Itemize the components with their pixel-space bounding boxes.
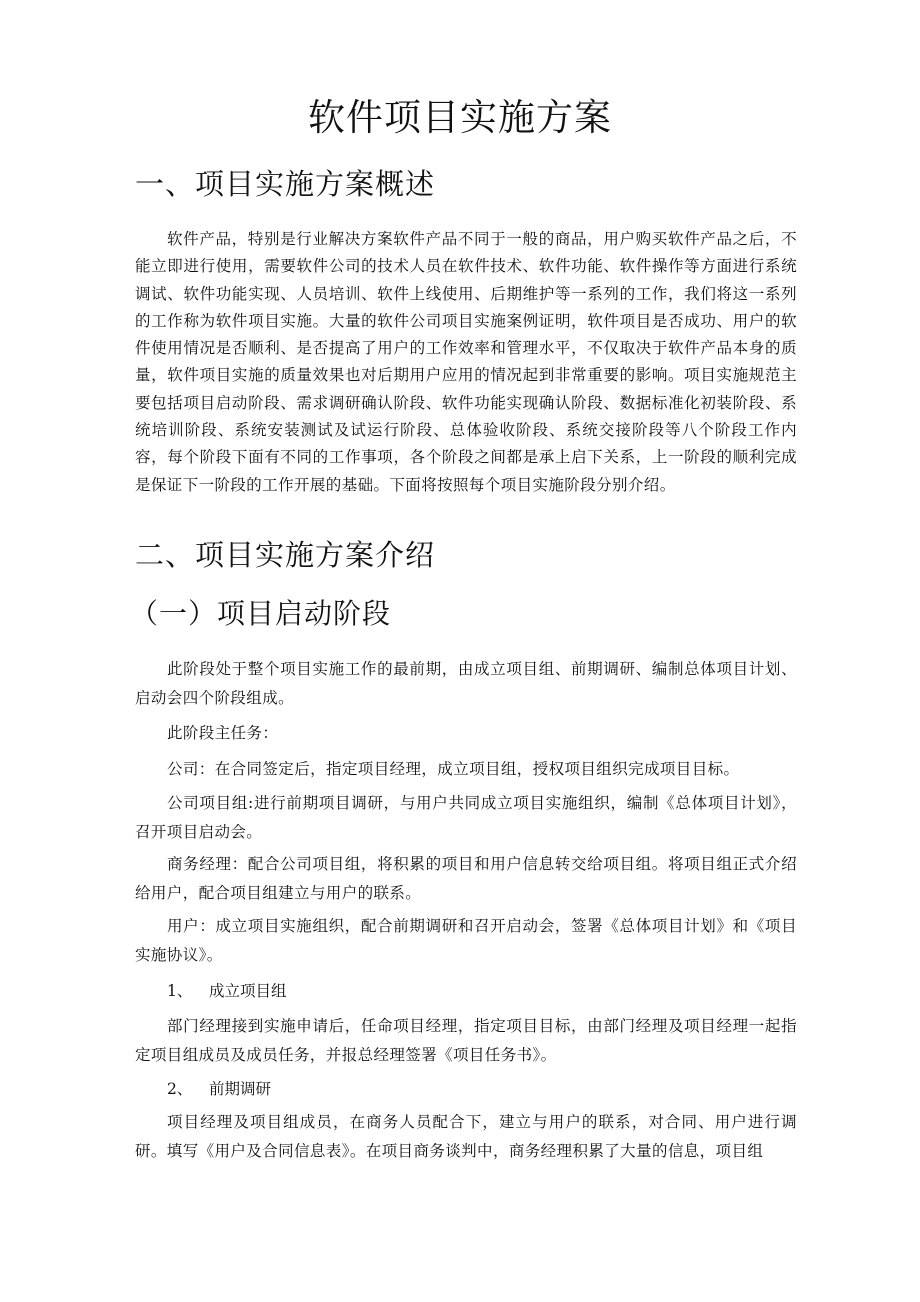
item-2-title: 前期调研 xyxy=(209,1080,272,1098)
section-1-paragraph: 软件产品，特别是行业解决方案软件产品不同于一般的商品，用户购买软件产品之后，不能立即进行使用，需要软件公司的技术人员在软件技术、软件功能、软件操作等方面进行系统调试、软件功能实现、人员培训、软件上线使用、后期维护等一系列的工作，我们将这一系列的工作称为软件项目实施。大量的软件公司项目实施案例证明，软件项目是否成功、用户的软件使用情况是否顺利、是否提高了用户的工作效率和管理水平，不仅取决于软件产品本身的质量，软件项目实施的质量效果也对后期用户应用的情况起到非常重要的影响。项目实施规范主要包括项目启动阶段、需求调研确认阶段、软件功能实现确认阶段、数据标准化初装阶段、系统培训阶段、系统安装测试及试运行阶段、总体验收阶段、系统交接阶段等八个阶段工作内容，每个阶段下面有不同的工作事项，各个阶段之间都是承上启下关系，上一阶段的顺利完成是保证下一阶段的工作开展的基础。下面将按照每个项目实施阶段分别介绍。 xyxy=(135,230,797,494)
item-1-number: 1、 xyxy=(167,982,193,1000)
business-manager-task: 商务经理：配合公司项目组，将积累的项目和用户信息转交给项目组。将项目组正式介绍给用户，配合项目组建立与用户的联系。 xyxy=(135,855,797,902)
section-2-heading: 二、项目实施方案介绍 xyxy=(135,538,436,572)
subsection-1-heading: （一）项目启动阶段 xyxy=(130,597,392,630)
item-2-heading xyxy=(167,1075,271,1103)
subsection-1-intro: 此阶段处于整个项目实施工作的最前期，由成立项目组、前期调研、编制总体项目计划、启动会四个阶段组成。 xyxy=(135,660,797,707)
item-1-body: 部门经理接到实施申请后，任命项目经理，指定项目目标，由部门经理及项目经理一起指定项目组成员及成员任务，并报总经理签署《项目任务书》。 xyxy=(135,1017,797,1064)
company-task: 公司：在合同签定后，指定项目经理，成立项目组，授权项目组织完成项目目标。 xyxy=(167,760,740,778)
item-2-body: 项目经理及项目组成员，在商务人员配合下，建立与用户的联系，对合同、用户进行调研。填写《用户及合同信息表》。在项目商务谈判中，商务经理积累了大量的信息，项目组 xyxy=(135,1113,797,1160)
item-2-number: 2、 xyxy=(167,1080,193,1098)
project-team-task: 公司项目组:进行前期项目调研，与用户共同成立项目实施组织，编制《总体项目计划》， 召开项目启动会。 xyxy=(135,794,797,841)
main-task-label: 此阶段主任务： xyxy=(167,724,279,742)
user-task: 用户：成立项目实施组织，配合前期调研和召开启动会，签署《总体项目计划》和《项目实施协议》。 xyxy=(135,917,797,964)
item-1-heading xyxy=(167,977,287,1005)
section-1-heading: 一、项目实施方案概述 xyxy=(135,167,436,201)
document-title: 软件项目实施方案 xyxy=(308,96,612,139)
item-1-title: 成立项目组 xyxy=(209,982,287,1000)
